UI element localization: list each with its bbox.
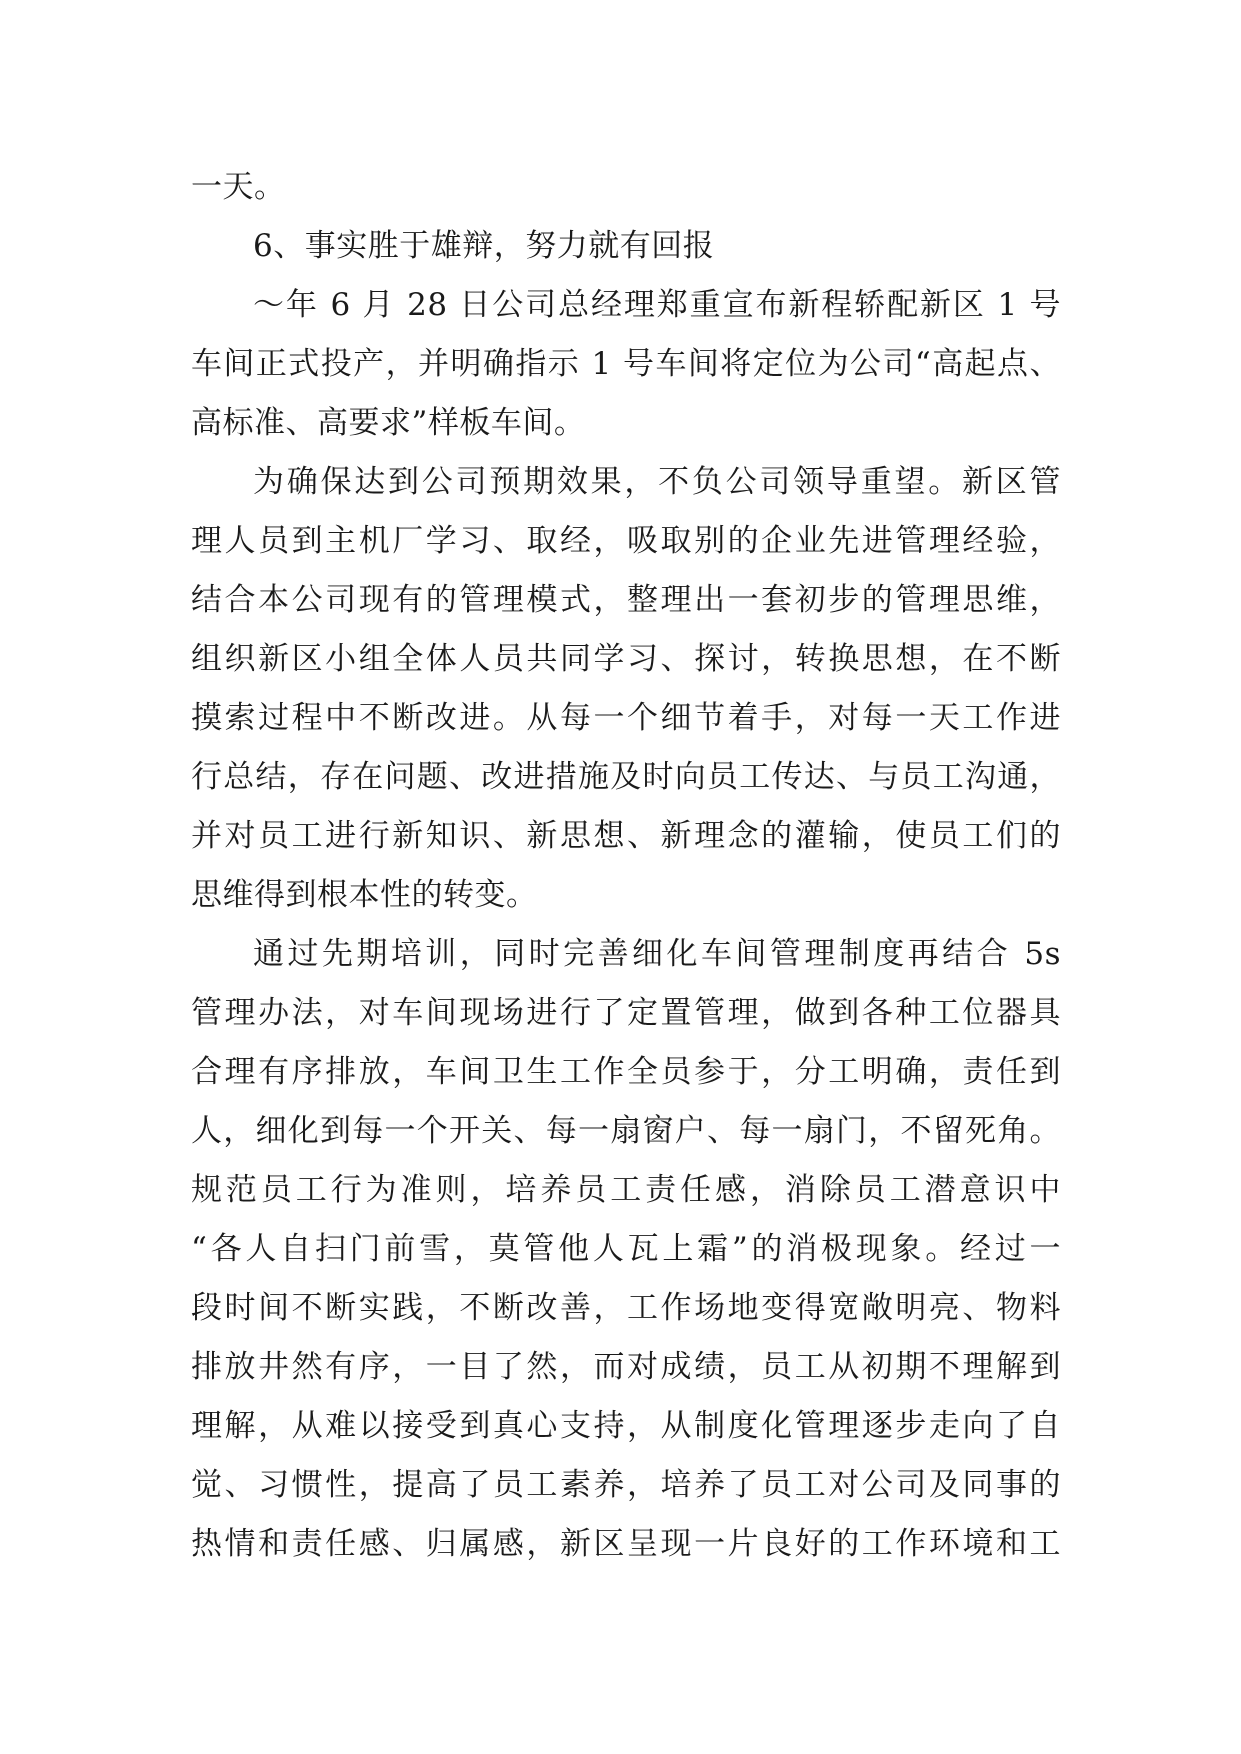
text-line: ～年 6 月 28 日公司总经理郑重宣布新程轿配新区 1 号 bbox=[253, 287, 1061, 323]
text-line: 行总结，存在问题、改进措施及时向员工传达、与员工沟通， bbox=[191, 759, 1061, 795]
text-line: 并对员工进行新知识、新思想、新理念的灌输，使员工们的 bbox=[191, 818, 1061, 854]
text-line: 车间正式投产，并明确指示 1 号车间将定位为公司“高起点、 bbox=[191, 346, 1061, 382]
text-line: 管理办法，对车间现场进行了定置管理，做到各种工位器具 bbox=[191, 995, 1061, 1031]
text-line: 合理有序排放，车间卫生工作全员参于，分工明确，责任到 bbox=[191, 1054, 1061, 1090]
text-line: 通过先期培训，同时完善细化车间管理制度再结合 5s bbox=[253, 936, 1061, 972]
text-line: 一天。 bbox=[191, 169, 286, 205]
text-line: 段时间不断实践，不断改善，工作场地变得宽敞明亮、物料 bbox=[191, 1290, 1061, 1326]
text-line: 思维得到根本性的转变。 bbox=[191, 877, 538, 913]
text-line: 组织新区小组全体人员共同学习、探讨，转换思想，在不断 bbox=[191, 641, 1061, 677]
text-line: “各人自扫门前雪，莫管他人瓦上霜”的消极现象。经过一 bbox=[191, 1231, 1061, 1267]
document-body bbox=[191, 158, 1061, 1574]
text-line: 人，细化到每一个开关、每一扇窗户、每一扇门，不留死角。 bbox=[191, 1113, 1061, 1149]
text-line: 为确保达到公司预期效果，不负公司领导重望。新区管 bbox=[253, 464, 1061, 500]
text-line: 理解，从难以接受到真心支持，从制度化管理逐步走向了自 bbox=[191, 1408, 1061, 1444]
text-line: 规范员工行为准则，培养员工责任感，消除员工潜意识中 bbox=[191, 1172, 1061, 1208]
text-line: 理人员到主机厂学习、取经，吸取别的企业先进管理经验， bbox=[191, 523, 1061, 559]
text-line: 高标准、高要求”样板车间。 bbox=[191, 405, 586, 441]
text-line: 排放井然有序，一目了然，而对成绩，员工从初期不理解到 bbox=[191, 1349, 1061, 1385]
text-line: 觉、习惯性，提高了员工素养，培养了员工对公司及同事的 bbox=[191, 1467, 1061, 1503]
text-line: 结合本公司现有的管理模式，整理出一套初步的管理思维， bbox=[191, 582, 1061, 618]
text-line: 6、事实胜于雄辩，努力就有回报 bbox=[253, 228, 715, 264]
text-line: 热情和责任感、归属感，新区呈现一片良好的工作环境和工 bbox=[191, 1526, 1061, 1562]
text-line: 摸索过程中不断改进。从每一个细节着手，对每一天工作进 bbox=[191, 700, 1061, 736]
